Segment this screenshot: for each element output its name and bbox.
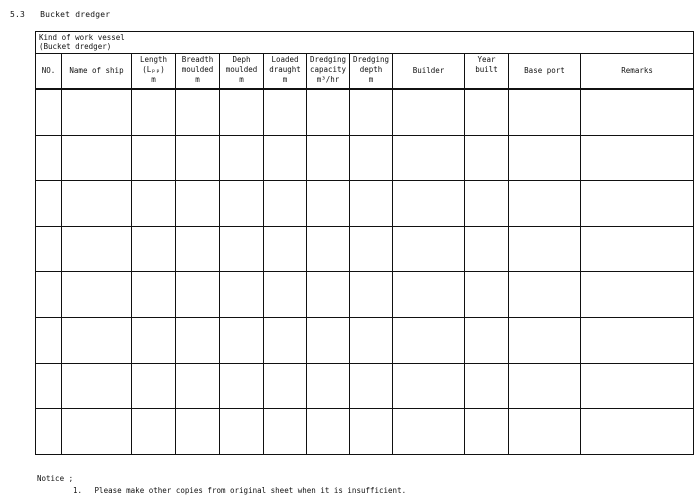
- entry-cell-base-port[interactable]: [509, 317, 581, 363]
- entry-cell-loaded-draught[interactable]: [264, 181, 307, 227]
- entry-cell-length[interactable]: [132, 181, 176, 227]
- entry-cell-breadth-moulded[interactable]: [176, 226, 220, 272]
- entry-cell-no[interactable]: [36, 135, 62, 181]
- entry-cell-dredging-depth[interactable]: [350, 226, 393, 272]
- entry-cell-name-of-ship[interactable]: [62, 226, 132, 272]
- table-row: [36, 317, 694, 363]
- entry-cell-dredging-depth[interactable]: [350, 363, 393, 409]
- table-row: [36, 272, 694, 318]
- entry-cell-builder[interactable]: [393, 89, 465, 135]
- entry-cell-builder[interactable]: [393, 363, 465, 409]
- entry-cell-year-built[interactable]: [465, 181, 509, 227]
- entry-cell-builder[interactable]: [393, 317, 465, 363]
- column-header-line: draught: [269, 65, 301, 74]
- dredger-register-table: [35, 31, 694, 455]
- entry-cell-depth-moulded[interactable]: [220, 363, 264, 409]
- entry-cell-length[interactable]: [132, 89, 176, 135]
- column-header-no: [36, 54, 62, 90]
- table-row: [36, 409, 694, 455]
- entry-cell-dredging-capacity[interactable]: [307, 89, 350, 135]
- table-row: [36, 181, 694, 227]
- section-heading: Bucket dredger: [40, 10, 111, 19]
- column-header-loaded-draught: [264, 54, 307, 90]
- entry-cell-name-of-ship[interactable]: [62, 317, 132, 363]
- column-header-dredging-capacity: [307, 54, 350, 90]
- table-body: [36, 89, 694, 454]
- entry-cell-remarks[interactable]: [581, 226, 694, 272]
- notice-label: Notice ;: [37, 474, 74, 483]
- column-header-line: Remarks: [621, 66, 653, 75]
- entry-cell-breadth-moulded[interactable]: [176, 181, 220, 227]
- entry-cell-loaded-draught[interactable]: [264, 135, 307, 181]
- entry-cell-breadth-moulded[interactable]: [176, 409, 220, 455]
- entry-cell-breadth-moulded[interactable]: [176, 89, 220, 135]
- entry-cell-base-port[interactable]: [509, 363, 581, 409]
- column-header-name-of-ship: [62, 54, 132, 90]
- column-header-line: m: [195, 75, 200, 84]
- entry-cell-dredging-capacity[interactable]: [307, 272, 350, 318]
- entry-cell-base-port[interactable]: [509, 89, 581, 135]
- entry-cell-length[interactable]: [132, 135, 176, 181]
- column-header-line: Base port: [524, 66, 565, 75]
- entry-cell-breadth-moulded[interactable]: [176, 317, 220, 363]
- table-row: [36, 89, 694, 135]
- entry-cell-year-built[interactable]: [465, 409, 509, 455]
- entry-cell-length[interactable]: [132, 409, 176, 455]
- entry-cell-loaded-draught[interactable]: [264, 226, 307, 272]
- entry-cell-dredging-depth[interactable]: [350, 135, 393, 181]
- entry-cell-name-of-ship[interactable]: [62, 409, 132, 455]
- kind-of-vessel-cell: [36, 32, 694, 54]
- kind-label: Kind of work vessel: [39, 33, 125, 42]
- kind-row: [36, 32, 694, 54]
- entry-cell-breadth-moulded[interactable]: [176, 272, 220, 318]
- column-header-line: Name of ship: [69, 66, 124, 75]
- entry-cell-year-built[interactable]: [465, 89, 509, 135]
- entry-cell-length[interactable]: [132, 226, 176, 272]
- entry-cell-name-of-ship[interactable]: [62, 363, 132, 409]
- column-header-year-built: [465, 54, 509, 90]
- column-header-line: (Lₚₚ): [142, 65, 165, 74]
- column-header-line: Year: [477, 55, 496, 64]
- entry-cell-depth-moulded[interactable]: [220, 135, 264, 181]
- entry-cell-dredging-depth[interactable]: [350, 317, 393, 363]
- entry-cell-depth-moulded[interactable]: [220, 89, 264, 135]
- entry-cell-loaded-draught[interactable]: [264, 409, 307, 455]
- column-header-line: depth: [359, 65, 383, 74]
- entry-cell-remarks[interactable]: [581, 89, 694, 135]
- entry-cell-dredging-capacity[interactable]: [307, 363, 350, 409]
- column-header-line: Builder: [412, 66, 445, 75]
- entry-cell-no[interactable]: [36, 272, 62, 318]
- entry-cell-builder[interactable]: [393, 409, 465, 455]
- entry-cell-name-of-ship[interactable]: [62, 135, 132, 181]
- entry-cell-year-built[interactable]: [465, 135, 509, 181]
- entry-cell-dredging-capacity[interactable]: [307, 409, 350, 455]
- notice-item-text: Please make other copies from original sheet when it is insufficient.: [94, 486, 407, 495]
- entry-cell-depth-moulded[interactable]: [220, 409, 264, 455]
- column-header-remarks: [581, 54, 694, 90]
- table-row: [36, 363, 694, 409]
- entry-cell-loaded-draught[interactable]: [264, 363, 307, 409]
- entry-cell-base-port[interactable]: [509, 272, 581, 318]
- entry-cell-builder[interactable]: [393, 181, 465, 227]
- column-header-line: Dredging: [309, 55, 347, 64]
- entry-cell-remarks[interactable]: [581, 363, 694, 409]
- entry-cell-dredging-capacity[interactable]: [307, 317, 350, 363]
- entry-cell-no[interactable]: [36, 363, 62, 409]
- column-header-depth-moulded: [220, 54, 264, 90]
- entry-cell-loaded-draught[interactable]: [264, 317, 307, 363]
- column-header-line: Loaded: [271, 55, 299, 64]
- section-number: 5.3: [10, 10, 26, 19]
- notice-item-number: 1.: [73, 486, 83, 495]
- table-row: [36, 135, 694, 181]
- entry-cell-base-port[interactable]: [509, 135, 581, 181]
- column-header-line: Breadth: [181, 55, 214, 64]
- entry-cell-dredging-depth[interactable]: [350, 272, 393, 318]
- column-header-line: m³/hr: [316, 75, 340, 84]
- entry-cell-length[interactable]: [132, 317, 176, 363]
- column-header-line: moulded: [225, 65, 258, 74]
- entry-cell-length[interactable]: [132, 363, 176, 409]
- entry-cell-year-built[interactable]: [465, 363, 509, 409]
- entry-cell-loaded-draught[interactable]: [264, 272, 307, 318]
- entry-cell-dredging-depth[interactable]: [350, 181, 393, 227]
- table-row: [36, 226, 694, 272]
- column-header-line: NO.: [41, 66, 56, 75]
- entry-cell-remarks[interactable]: [581, 409, 694, 455]
- entry-cell-no[interactable]: [36, 226, 62, 272]
- entry-cell-depth-moulded[interactable]: [220, 181, 264, 227]
- entry-cell-depth-moulded[interactable]: [220, 226, 264, 272]
- entry-cell-loaded-draught[interactable]: [264, 89, 307, 135]
- column-header-line: built: [475, 65, 498, 74]
- notice-item: [73, 486, 406, 495]
- entry-cell-remarks[interactable]: [581, 135, 694, 181]
- entry-cell-no[interactable]: [36, 89, 62, 135]
- kind-value: (Bucket dredger): [39, 42, 112, 51]
- entry-cell-builder[interactable]: [393, 135, 465, 181]
- column-header-dredging-depth: [350, 54, 393, 90]
- entry-cell-name-of-ship[interactable]: [62, 89, 132, 135]
- column-header-length: [132, 54, 176, 90]
- entry-cell-name-of-ship[interactable]: [62, 181, 132, 227]
- column-header-line: m: [368, 75, 374, 84]
- entry-cell-dredging-depth[interactable]: [350, 409, 393, 455]
- column-header-line: m: [151, 75, 156, 84]
- column-header-base-port: [509, 54, 581, 90]
- column-header-breadth-moulded: [176, 54, 220, 90]
- column-header-line: Dredging: [352, 55, 390, 64]
- entry-cell-no[interactable]: [36, 409, 62, 455]
- header-row: [36, 54, 694, 90]
- entry-cell-builder[interactable]: [393, 272, 465, 318]
- entry-cell-year-built[interactable]: [465, 317, 509, 363]
- column-header-line: Length: [139, 55, 168, 64]
- entry-cell-remarks[interactable]: [581, 181, 694, 227]
- entry-cell-breadth-moulded[interactable]: [176, 363, 220, 409]
- entry-cell-base-port[interactable]: [509, 226, 581, 272]
- entry-cell-dredging-capacity[interactable]: [307, 135, 350, 181]
- entry-cell-no[interactable]: [36, 181, 62, 227]
- entry-cell-dredging-capacity[interactable]: [307, 226, 350, 272]
- entry-cell-depth-moulded[interactable]: [220, 317, 264, 363]
- column-header-line: Deph: [232, 55, 251, 64]
- entry-cell-name-of-ship[interactable]: [62, 272, 132, 318]
- column-header-line: moulded: [181, 65, 214, 74]
- entry-cell-depth-moulded[interactable]: [220, 272, 264, 318]
- entry-cell-base-port[interactable]: [509, 181, 581, 227]
- entry-cell-dredging-capacity[interactable]: [307, 181, 350, 227]
- column-header-line: m: [239, 75, 244, 84]
- entry-cell-year-built[interactable]: [465, 272, 509, 318]
- entry-cell-breadth-moulded[interactable]: [176, 135, 220, 181]
- column-header-line: m: [282, 75, 288, 84]
- section-title: [10, 10, 110, 19]
- column-header-builder: [393, 54, 465, 90]
- entry-cell-builder[interactable]: [393, 226, 465, 272]
- column-header-line: capacity: [309, 65, 347, 74]
- entry-cell-dredging-depth[interactable]: [350, 89, 393, 135]
- entry-cell-length[interactable]: [132, 272, 176, 318]
- entry-cell-no[interactable]: [36, 317, 62, 363]
- entry-cell-remarks[interactable]: [581, 272, 694, 318]
- entry-cell-base-port[interactable]: [509, 409, 581, 455]
- entry-cell-year-built[interactable]: [465, 226, 509, 272]
- entry-cell-remarks[interactable]: [581, 317, 694, 363]
